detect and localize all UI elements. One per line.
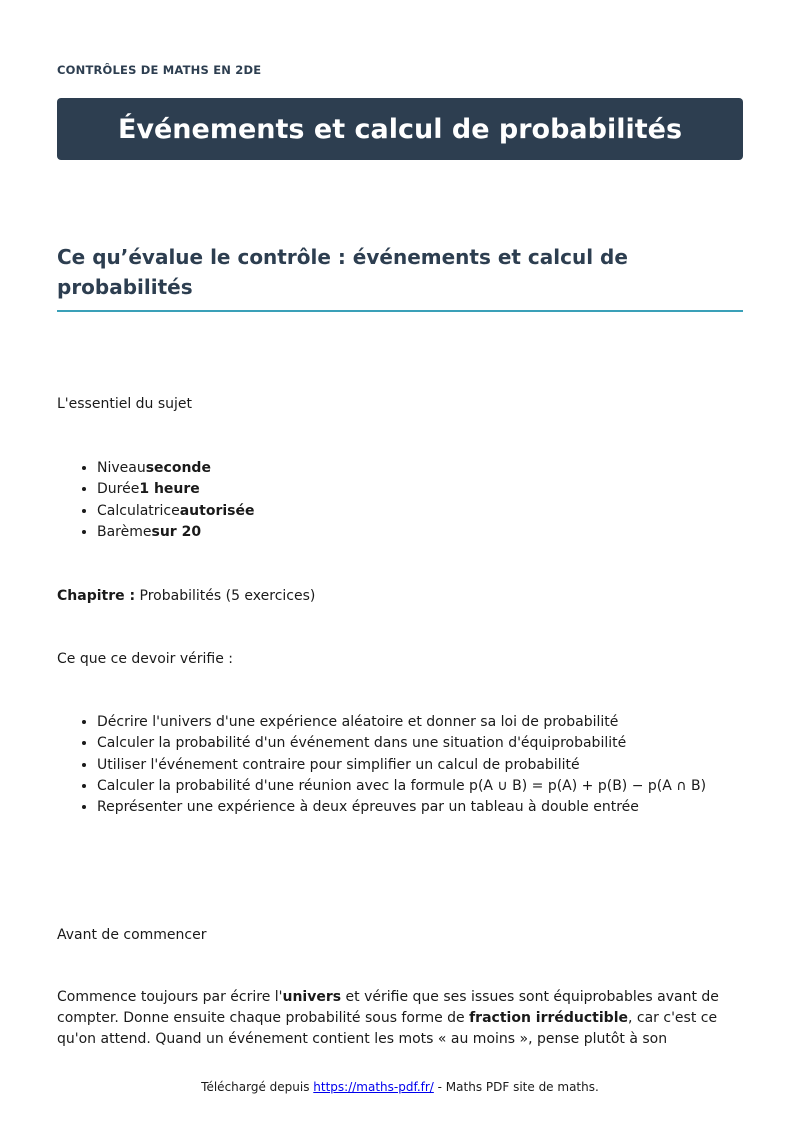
page-footer: Téléchargé depuis https://maths-pdf.fr/ - Maths PDF site de maths. xyxy=(201,1080,599,1094)
series-kicker: CONTRÔLES DE MATHS EN 2DE xyxy=(57,63,262,77)
page-title: Événements et calcul de probabilités xyxy=(117,113,683,145)
list-item: • Calculatriceautorisée xyxy=(97,501,255,522)
list-item: • Représenter une expérience à deux épreuves par un tableau à double entrée xyxy=(97,797,706,818)
list-item: • Calculer la probabilité d'un événement dans une situation d'équiprobabilité xyxy=(97,733,706,754)
section-title: Ce qu’évalue le contrôle : événements et calcul de probabilités xyxy=(57,242,743,312)
before-paragraph: Commence toujours par écrire l'univers et vérifie que ses issues sont équiprobables avant de compter. Donne ensuite chaque probabilité sous forme de fraction irréductible, car c'est ce qu'on attend. Quand un événement contient les mots « au moins », pense plutôt à son xyxy=(57,989,719,1047)
chapter-value: Probabilités (5 exercices) xyxy=(135,588,316,604)
chapter-label: Chapitre : xyxy=(57,588,136,604)
source-link[interactable]: https://maths-pdf.fr/ xyxy=(313,1080,434,1094)
checks-heading: Ce que ce devoir vérifie : xyxy=(57,651,234,667)
list-item: • Barèmesur 20 xyxy=(97,522,255,543)
before-heading: Avant de commencer xyxy=(57,927,207,943)
title-banner xyxy=(57,98,743,160)
chapter-line xyxy=(57,586,315,607)
checks-list xyxy=(57,712,706,818)
list-item: • Niveauseconde xyxy=(97,458,255,479)
list-item: • Utiliser l'événement contraire pour simplifier un calcul de probabilité xyxy=(97,755,706,776)
list-item: • Durée1 heure xyxy=(97,479,255,500)
essentials-heading: L'essentiel du sujet xyxy=(57,396,193,412)
essentials-list xyxy=(57,458,255,543)
list-item: • Décrire l'univers d'une expérience aléatoire et donner sa loi de probabilité xyxy=(97,712,706,733)
list-item: • Calculer la probabilité d'une réunion avec la formule p(A ∪ B) = p(A) + p(B) − p(A ∩ B) xyxy=(97,776,706,797)
